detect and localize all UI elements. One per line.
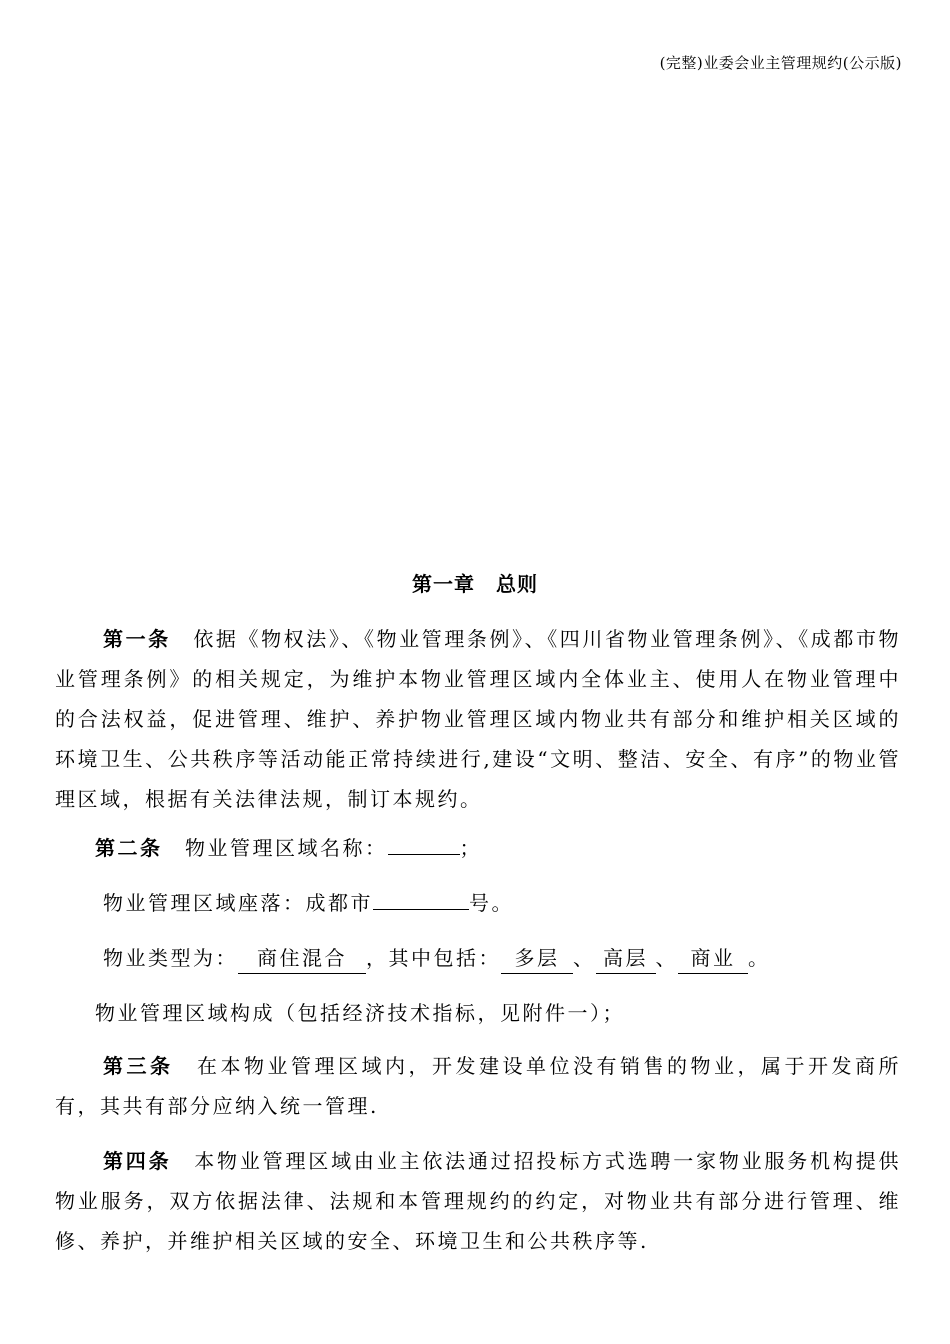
- article-3-text: 在本物业管理区域内，开发建设单位没有销售的物业，属于开发商所有，其共有部分应纳入统一管理.: [55, 1054, 901, 1118]
- type-label: 物业类型为：: [103, 946, 238, 970]
- article-3-label: 第三条: [103, 1054, 174, 1078]
- article-4: [55, 1141, 901, 1261]
- article-1: [55, 619, 901, 819]
- chapter-title: 第一章 总则: [412, 572, 538, 596]
- location-suffix: 号。: [469, 891, 514, 915]
- article-2-type-line: [103, 938, 771, 978]
- area-name-label: 物业管理区域名称：: [185, 836, 388, 860]
- include-high-rise: 高层: [596, 943, 656, 974]
- document-header: (完整)业委会业主管理规约(公示版): [659, 54, 902, 72]
- article-1-label: 第一条: [103, 627, 171, 651]
- article-4-label: 第四条: [103, 1149, 172, 1173]
- article-2-location-line: [103, 883, 514, 923]
- property-type-value: 商住混合: [238, 943, 366, 974]
- type-line-end: 。: [748, 946, 771, 970]
- article-2-label: 第二条: [95, 836, 163, 860]
- include-separator-2: 、: [655, 946, 678, 970]
- include-commercial: 商业: [678, 943, 748, 974]
- article-3: [55, 1046, 901, 1126]
- include-separator-1: 、: [573, 946, 596, 970]
- article-4-text: 本物业管理区域由业主依法通过招投标方式选聘一家物业服务机构提供物业服务，双方依据法律、法规和本管理规约的约定，对物业共有部分进行管理、维修、养护，并维护相关区域的安全、环境卫生和公共秩序等.: [55, 1149, 902, 1253]
- include-label: ，其中包括：: [366, 946, 501, 970]
- location-blank: [373, 885, 469, 910]
- article-2-name-line: [95, 828, 482, 868]
- include-multi-storey: 多层: [501, 943, 573, 974]
- area-name-suffix: ；: [459, 836, 482, 860]
- article-1-text: 依据《物权法》、《物业管理条例》、《四川省物业管理条例》、《成都市物业管理条例》的相关规定，为维护本物业管理区域内全体业主、使用人在物业管理中的合法权益，促进管理、维护、养护物业管理区域内物业共有部分和维护相关区域的环境卫生、公共秩序等活动能正常持续进行,建设“文明、整洁、安全、有序”的物业管理区域，根据有关法律法规，制订本规约。: [55, 627, 902, 811]
- area-composition: 物业管理区域构成（包括经济技术指标，见附件一）；: [95, 1001, 625, 1025]
- location-label: 物业管理区域座落：成都市: [103, 891, 373, 915]
- area-name-blank: [388, 830, 460, 855]
